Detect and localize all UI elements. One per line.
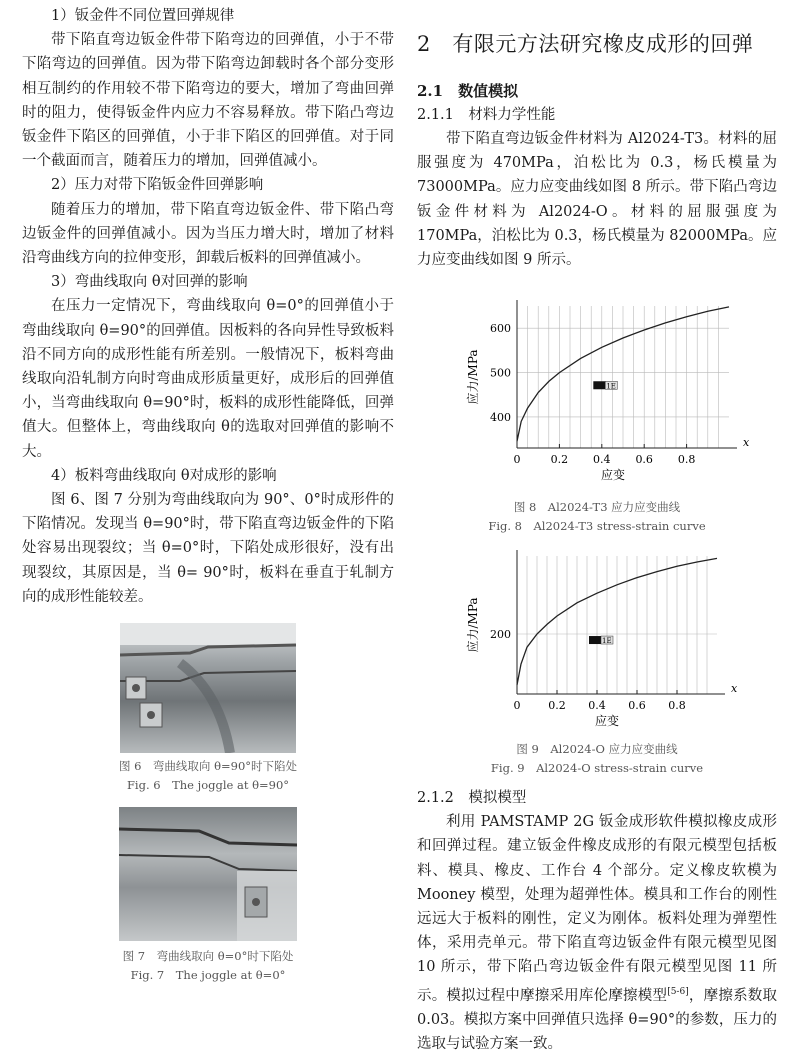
fig8-chart-svg <box>417 286 777 496</box>
fig8-caption-en: Fig. 8 Al2024-T3 stress-strain curve <box>488 519 706 534</box>
para5-body: 带下陷直弯边钣金件材料为 Al2024-T3。材料的屈服强度为 470MPa，泊松比为 0.3，杨氏模量为 73000MPa。应力应变曲线如图 8 所示。带下陷凸弯边钣金件材料为 Al2024-O。材料的屈服强度为 170MPa，泊松比为 0.3，杨氏模量为 82000MPa。应力应变曲线如图 9 所示。 <box>417 131 777 269</box>
legend-swatch <box>593 381 605 389</box>
fig7-photo-svg <box>119 807 297 941</box>
y-axis-label: 应力/MPa <box>466 349 480 405</box>
y-tick-label: 500 <box>490 366 511 380</box>
legend-label: 1E <box>602 637 612 646</box>
fig6-photo <box>120 623 296 753</box>
x-tick-label: 0.8 <box>677 453 696 467</box>
fig9-caption-en: Fig. 9 Al2024-O stress-strain curve <box>490 761 704 776</box>
x-tick-label: 0.6 <box>628 699 646 713</box>
citation: [5-6] <box>667 986 689 997</box>
fig7-caption-cn: 图 7 弯曲线取向 θ=0°时下陷处 <box>122 949 294 964</box>
x-tick-label: 0.4 <box>588 699 606 713</box>
para3-body: 在压力一定情况下，弯曲线取向 θ=0°的回弹值小于弯曲线取向 θ=90°的回弹值。因板料的各向异性导致板料沿不同方向的成形性能有所差别。一般情况下，板料弯曲线取向沿轧制方向时弯曲成形质量更好，成形后的回弹值小，当弯曲线取向 θ=90°时，板料的成形性能降低，回弹值大。但整体上，弯曲线取向 θ的选取对回弹值的影响不大。 <box>22 298 394 460</box>
para1-body: 带下陷直弯边钣金件带下陷弯边的回弹值，小于不带下陷弯边的回弹值。因为带下陷弯边卸载时各个部分变形相互制约的作用较不带下陷弯边的要大，增加了弯曲回弹时的阻力，使得钣金件内应力不容易释放。带下陷凸弯边钣金件下陷区的回弹值，小于非下陷区的回弹值。对于同一个截面而言，随着压力的增加，回弹值减小。 <box>22 32 394 170</box>
fig7-photo <box>119 807 297 941</box>
para2-heading: 2）压力对带下陷钣金件回弹影响 <box>51 177 264 194</box>
fig9-chart-svg <box>417 542 777 738</box>
para3-heading: 3）弯曲线取向 θ对回弹的影响 <box>51 274 248 291</box>
legend-label: 1E <box>606 382 616 391</box>
legend-swatch <box>589 636 601 644</box>
para6-text-b: ，摩擦系数取 0.03。模拟方案中回弹值只选择 θ=90°的参数，压力的选取与试验方案一致。 <box>417 987 778 1052</box>
section-title: 2 有限元方法研究橡皮成形的回弹 <box>417 32 754 56</box>
x-tick-label: 0.6 <box>635 453 653 467</box>
x-tick-label: 0.4 <box>593 453 611 467</box>
para4-body: 图 6、图 7 分别为弯曲线取向为 90°、0°时成形件的下陷情况。发现当 θ=90°时，带下陷直弯边钣金件的下陷处容易出现裂纹；当 θ=0°时，下陷处成形很好，没有出现裂纹，其原因是，当 θ= 90°时，板料在垂直于轧制方向的成形性能较差。 <box>22 492 394 605</box>
x-tick-label: 0 <box>513 453 521 467</box>
para6-text-a: 利用 PAMSTAMP 2G 钣金成形软件模拟橡皮成形和回弹过程。建立钣金件橡皮成形的有限元模型包括板料、模具、橡皮、工作台 4 个部分。定义橡皮软模为 Mooney 模型，处理为超弹性体。模具和工作台的刚性远远大于板料的刚性，定义为刚体。板料处理为弹塑性体，采用壳单元。带下陷直弯边钣金件有限元模型见图 10 所示，带下陷凸弯边钣金件有限元模型见图 11 所示。模拟过程中摩擦采用库伦摩擦模型 <box>417 814 777 1004</box>
x-tick-label: 0.2 <box>548 699 566 713</box>
fig6-caption-cn: 图 6 弯曲线取向 θ=90°时下陷处 <box>118 759 298 774</box>
x-axis-label: 应变 <box>594 714 620 729</box>
x-tick-label: 0 <box>513 699 521 713</box>
x-axis-symbol: x <box>743 436 750 450</box>
y-tick-label: 600 <box>490 322 511 336</box>
fig7-caption-en: Fig. 7 The joggle at θ=0° <box>130 968 286 983</box>
fig8-chart <box>417 286 777 496</box>
x-axis-label: 应变 <box>600 468 626 483</box>
fig9-chart <box>417 542 777 738</box>
y-axis-label: 应力/MPa <box>466 597 480 653</box>
left-column <box>22 0 394 985</box>
para2-body: 随着压力的增加，带下陷直弯边钣金件、带下陷凸弯边钣金件的回弹值减小。因为当压力增大时，增加了材料沿弯曲线方向的拉伸变形，卸载后板料的回弹值减小。 <box>22 201 394 267</box>
subsection-2-1: 2.1 数值模拟 <box>417 82 519 100</box>
x-tick-label: 0.2 <box>550 453 569 467</box>
y-tick-label: 400 <box>490 411 511 425</box>
para1-heading: 1）钣金件不同位置回弹规律 <box>51 8 235 24</box>
y-tick-label: 200 <box>490 628 511 642</box>
fig8-caption-cn: 图 8 Al2024-T3 应力应变曲线 <box>513 500 681 515</box>
x-axis-symbol: x <box>731 682 738 696</box>
para4-heading: 4）板料弯曲线取向 θ对成形的影响 <box>51 467 277 484</box>
para6-body <box>417 810 777 1056</box>
fig6-photo-svg <box>120 623 296 753</box>
x-tick-label: 0.8 <box>668 699 686 713</box>
right-column <box>417 0 777 1056</box>
fig6-caption-en: Fig. 6 The joggle at θ=90° <box>126 778 290 793</box>
subsection-2-1-1: 2.1.1 材料力学性能 <box>417 107 556 123</box>
fig9-caption-cn: 图 9 Al2024-O 应力应变曲线 <box>516 742 678 757</box>
subsection-2-1-2: 2.1.2 模拟模型 <box>417 790 527 807</box>
